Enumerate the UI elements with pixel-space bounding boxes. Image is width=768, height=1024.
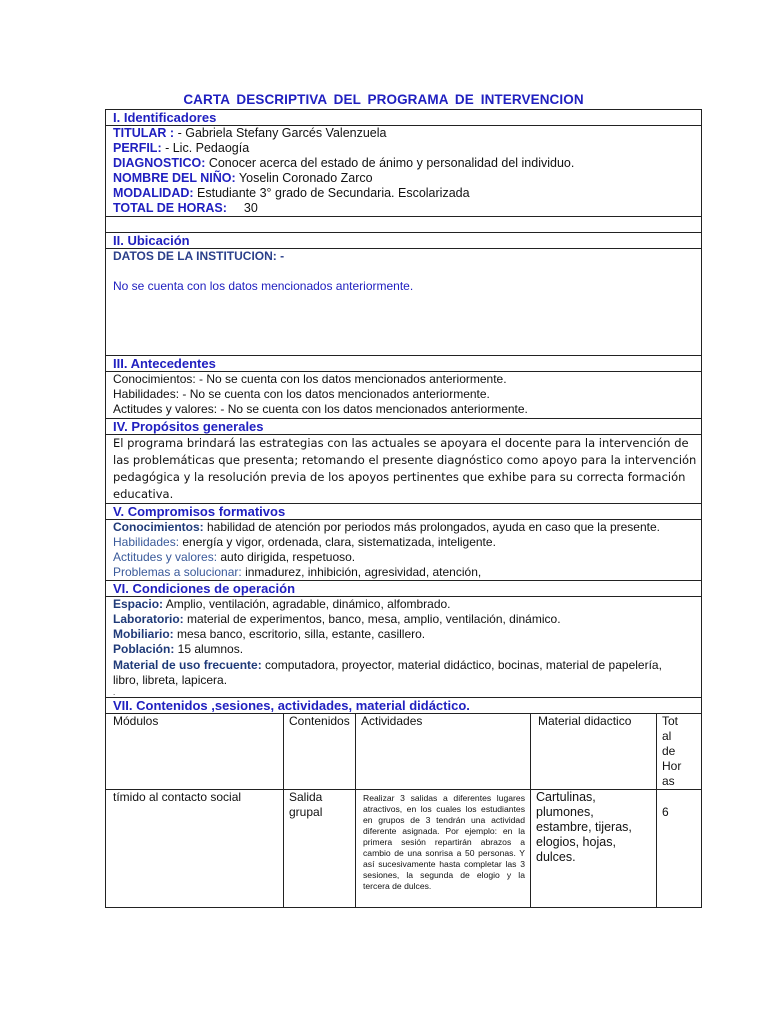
problemas-line: [113, 565, 701, 580]
poblacion-line: [113, 642, 701, 657]
material-line: [113, 657, 701, 673]
col-header-contenidos: Contenidos: [284, 714, 356, 790]
section-identificadores-header: [106, 110, 702, 126]
material-part: Cartulinas,: [536, 790, 596, 804]
section-compromisos-header: [106, 504, 702, 520]
header-horas-part: Hor: [662, 759, 682, 773]
mobiliario-line: [113, 627, 701, 642]
field-value: habilidad de atención por periodos más prolongados, ayuda en caso que la presente.: [203, 520, 660, 534]
field-value: Amplio, ventilación, agradable, dinámico, alfombrado.: [163, 597, 451, 611]
field-value: inmadurez, inhibición, agresividad, atención,: [241, 565, 482, 579]
field-value: Yoselin Coronado Zarco: [235, 171, 373, 185]
material-line-cont: libro, libreta, lapicera.: [113, 673, 228, 687]
section-condiciones-body: [106, 597, 702, 698]
field-label: Población:: [113, 642, 175, 656]
material-part: dulces.: [536, 850, 576, 864]
field-value: computadora, proyector, material didáctico, bocinas, material de papelería,: [261, 658, 662, 672]
contenido-part: grupal: [289, 805, 323, 819]
field-label: DIAGNOSTICO:: [113, 156, 206, 170]
material-part: elogios, hojas,: [536, 835, 616, 849]
program-table: [105, 109, 702, 908]
modalidad-line: [113, 186, 701, 201]
cell-modulo: tímido al contacto social: [106, 790, 284, 908]
proposito-line: las problemáticas que presenta; retomando el presente diagnóstico como apoyo para la intervención: [113, 453, 697, 467]
laboratorio-line: [113, 612, 701, 627]
header-horas-part: as: [662, 774, 675, 788]
field-label: Material de uso frecuente:: [113, 658, 262, 672]
field-label: NOMBRE DEL NIÑO:: [113, 171, 236, 185]
section-heading: V. Compromisos formativos: [106, 504, 702, 520]
section-ubicacion-header: [106, 233, 702, 249]
section-contenidos-header: [106, 698, 702, 714]
document-title: CARTA DESCRIPTIVA DEL PROGRAMA DE INTERVENCION: [183, 92, 584, 107]
actitudes-line: [113, 550, 701, 565]
field-label: Espacio:: [113, 597, 164, 611]
field-value: mesa banco, escritorio, silla, estante, casillero.: [173, 627, 426, 641]
field-label: Mobiliario:: [113, 627, 174, 641]
antecedente-line: Conocimientos: - No se cuenta con los datos mencionados anteriormente.: [113, 372, 507, 386]
col-header-modulos: Módulos: [106, 714, 284, 790]
diagnostico-line: [113, 156, 701, 171]
field-label: MODALIDAD:: [113, 186, 194, 200]
section-condiciones-header: [106, 581, 702, 597]
cell-horas: 6: [657, 790, 702, 908]
conocimientos-line: [113, 520, 701, 535]
espacio-line: [113, 597, 701, 612]
material-part: plumones,: [536, 805, 594, 819]
section-heading: VI. Condiciones de operación: [106, 581, 702, 597]
proposito-line: educativa.: [113, 487, 174, 501]
section-heading: II. Ubicación: [106, 233, 702, 249]
field-label: Problemas a solucionar:: [113, 565, 242, 579]
section-antecedentes-header: [106, 356, 702, 372]
col-header-material: Material didactico: [531, 714, 657, 790]
field-label: Habilidades:: [113, 535, 180, 549]
section-heading: I. Identificadores: [106, 110, 702, 126]
col-header-actividades: Actividades: [356, 714, 531, 790]
field-value: auto dirigida, respetuoso.: [217, 550, 356, 564]
field-label: Actitudes y valores:: [113, 550, 218, 564]
institucion-label: DATOS DE LA INSTITUCION: -: [113, 249, 285, 263]
nombre-line: [113, 171, 701, 186]
col-header-horas: [657, 714, 702, 790]
proposito-line: El programa brindará las estrategias con las actuales se apoyara el docente para la intervención de: [113, 436, 689, 450]
field-label: TITULAR :: [113, 126, 175, 140]
field-value: 30: [243, 201, 258, 215]
section-heading: VII. Contenidos ,sesiones, actividades, material didáctico.: [106, 698, 702, 714]
total-horas-line: [113, 201, 701, 216]
section-ubicacion-body: [106, 249, 702, 356]
section-antecedentes-body: [106, 372, 702, 419]
field-label: Conocimientos:: [113, 520, 204, 534]
trailing-dot: .: [113, 688, 116, 697]
material-part: estambre, tijeras,: [536, 820, 632, 834]
habilidades-line: [113, 535, 701, 550]
field-label: PERFIL:: [113, 141, 162, 155]
antecedente-line: Actitudes y valores: - No se cuenta con los datos mencionados anteriormente.: [113, 402, 528, 416]
section-heading: III. Antecedentes: [106, 356, 702, 372]
header-horas-part: de: [662, 744, 676, 758]
institucion-value: No se cuenta con los datos mencionados anteriormente.: [113, 279, 414, 293]
field-value: Conocer acerca del estado de ánimo y personalidad del individuo.: [205, 156, 575, 170]
section-heading: IV. Propósitos generales: [106, 419, 702, 435]
field-value: - Gabriela Stefany Garcés Valenzuela: [174, 126, 387, 140]
section-compromisos-body: [106, 520, 702, 581]
cell-contenido: [284, 790, 356, 908]
contenido-part: Salida: [289, 790, 323, 804]
antecedente-line: Habilidades: - No se cuenta con los datos mencionados anteriormente.: [113, 387, 490, 401]
spacer-row: [106, 217, 702, 233]
field-value: Estudiante 3° grado de Secundaria. Escolarizada: [193, 186, 470, 200]
field-value: energía y vigor, ordenada, clara, sistematizada, inteligente.: [179, 535, 496, 549]
cell-material: [531, 790, 657, 908]
header-horas-part: al: [662, 729, 672, 743]
field-label: TOTAL DE HORAS:: [113, 201, 227, 215]
section-identificadores-body: [106, 126, 702, 217]
contenidos-row: [106, 790, 702, 908]
field-value: material de experimentos, banco, mesa, amplio, ventilación, dinámico.: [183, 612, 561, 626]
section-propositos-header: [106, 419, 702, 435]
titular-line: [113, 126, 701, 141]
perfil-line: [113, 141, 701, 156]
header-horas-part: Tot: [662, 714, 679, 728]
field-value: 15 alumnos.: [174, 642, 244, 656]
contenidos-column-headers: [106, 714, 702, 790]
proposito-line: pedagógica y la resolución previa de los apoyos pertinentes que exhibe para su correcta formación: [113, 470, 686, 484]
section-propositos-body: [106, 435, 702, 504]
field-value: - Lic. Pedaogía: [161, 141, 250, 155]
field-label: Laboratorio:: [113, 612, 184, 626]
cell-actividad: Realizar 3 salidas a diferentes lugares atractivos, en los cuales los estudiantes en grupos de 3 tendrán una actividad diferente asignada. Por ejemplo: en la primera sesión repartirán abrazos a cambio de una sonrisa a 50 personas. Y así sucesivamente hasta completar las 3 sesiones, la segunda de elogio y la tercera de dulces.: [356, 790, 531, 908]
